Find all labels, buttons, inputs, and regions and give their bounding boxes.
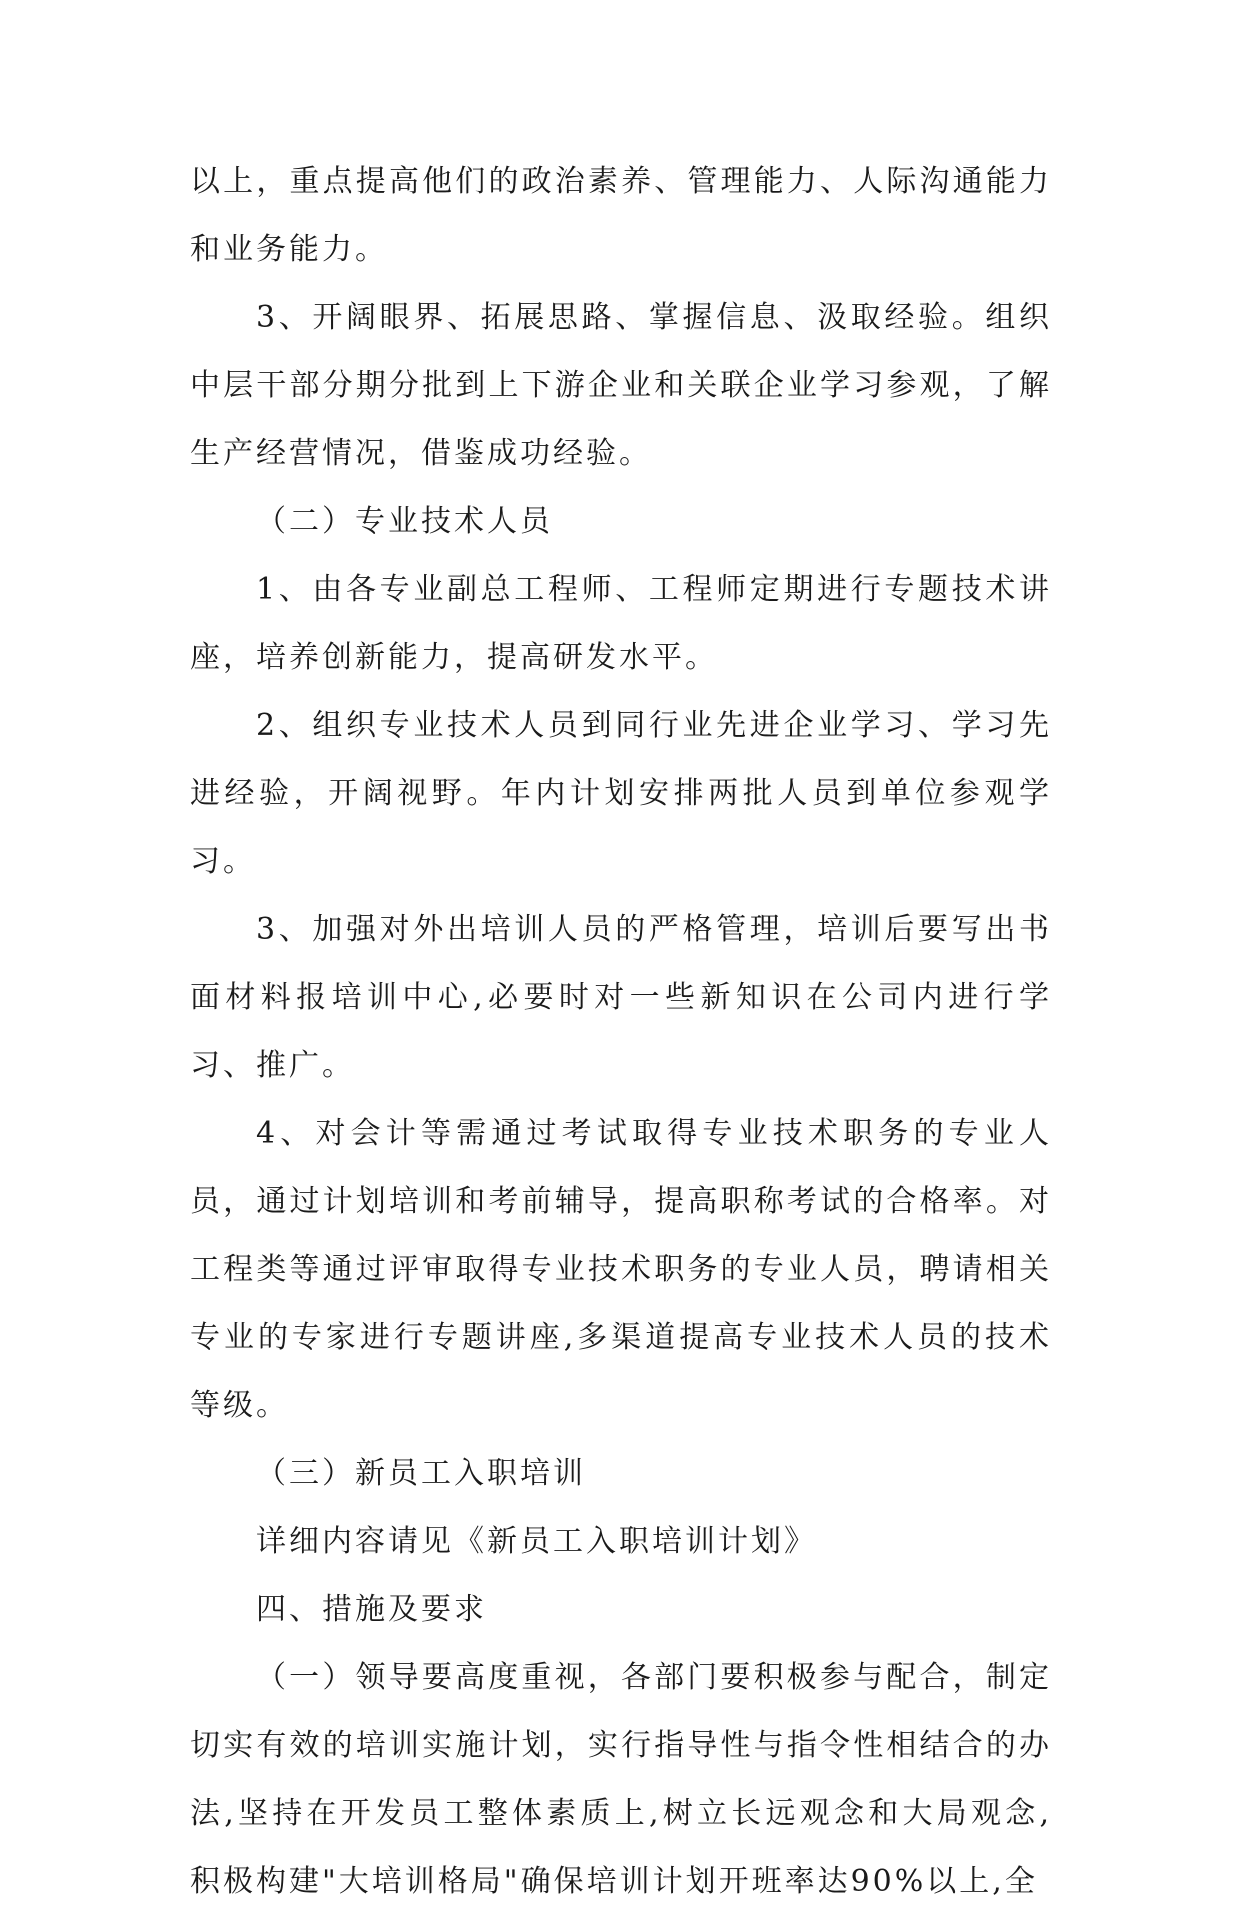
section-heading-measures: 四、措施及要求 <box>256 1592 487 1627</box>
paragraph-9: 详细内容请见《新员工入职培训计划》 <box>256 1524 817 1559</box>
document-body <box>190 148 1052 1916</box>
paragraph-4: 1、由各专业副总工程师、工程师定期进行专题技术讲座，培养创新能力，提高研发水平。 <box>190 572 1052 675</box>
paragraph-1: 以上，重点提高他们的政治素养、管理能力、人际沟通能力和业务能力。 <box>190 164 1052 267</box>
section-heading-new-employee-training: （三）新员工入职培训 <box>256 1456 586 1491</box>
paragraph-5: 2、组织专业技术人员到同行业先进企业学习、学习先进经验，开阔视野。年内计划安排两批人员到单位参观学习。 <box>190 708 1052 879</box>
paragraph-2: 3、开阔眼界、拓展思路、掌握信息、汲取经验。组织中层干部分期分批到上下游企业和关联企业学习参观，了解生产经营情况，借鉴成功经验。 <box>190 300 1052 471</box>
paragraph-7: 4、对会计等需通过考试取得专业技术职务的专业人员，通过计划培训和考前辅导，提高职称考试的合格率。对工程类等通过评审取得专业技术职务的专业人员，聘请相关专业的专家进行专题讲座,多渠道提高专业技术人员的技术等级。 <box>190 1116 1052 1423</box>
paragraph-6: 3、加强对外出培训人员的严格管理，培训后要写出书面材料报培训中心,必要时对一些新知识在公司内进行学习、推广。 <box>190 912 1052 1083</box>
paragraph-11: （一）领导要高度重视，各部门要积极参与配合，制定切实有效的培训实施计划，实行指导性与指令性相结合的办法,坚持在开发员工整体素质上,树立长远观念和大局观念,积极构建"大培训格局"确保培训计划开班率达90%以上,全 <box>190 1660 1052 1899</box>
section-heading-professional-staff: （二）专业技术人员 <box>256 504 553 539</box>
